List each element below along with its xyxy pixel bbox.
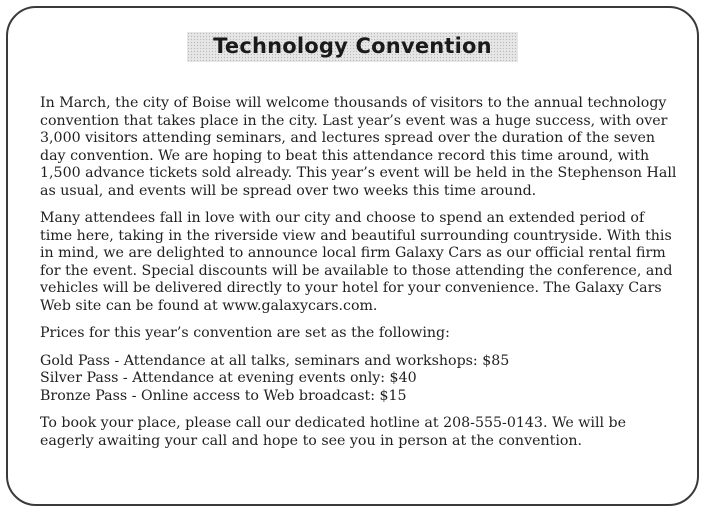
title-area xyxy=(8,32,697,62)
document-title: Technology Convention xyxy=(187,32,518,62)
paragraph-rental: Many attendees fall in love with our city and choose to spend an extended period of time here, taking in the riverside view and beautiful surrounding countryside. With this in mind, we are delighted to announce local firm Galaxy Cars as our official rental firm for the event. Special discounts will be available to those attending the conference, and vehicles will be delivered directly to your hotel for your convenience. The Galaxy Cars Web site can be found at www.galaxycars.com. xyxy=(40,210,673,314)
price-silver: Silver Pass - Attendance at evening events only: $40 xyxy=(40,370,417,386)
notice-card xyxy=(6,6,699,506)
paragraph-intro: In March, the city of Boise will welcome thousands of visitors to the annual technology convention that takes place in the city. Last year’s event was a huge success, with over 3,000 visitors attending seminars, and lectures spread over the duration of the seven day convention. We are hoping to beat this attendance record this time around, with 1,500 advance tickets sold already. This year’s event will be held in the Stephenson Hall as usual, and events will be spread over two weeks this time around. xyxy=(40,95,677,199)
document-body xyxy=(40,95,680,460)
price-gold: Gold Pass - Attendance at all talks, seminars and workshops: $85 xyxy=(40,352,510,369)
price-bronze: Bronze Pass - Online access to Web broadcast: $15 xyxy=(40,387,407,404)
paragraph-closing: To book your place, please call our dedicated hotline at 208-555-0143. We will be eagerly awaiting your call and hope to see you in person at the convention. xyxy=(40,415,627,449)
paragraph-prices-intro: Prices for this year’s convention are set as the following: xyxy=(40,325,450,341)
price-list xyxy=(40,353,680,406)
